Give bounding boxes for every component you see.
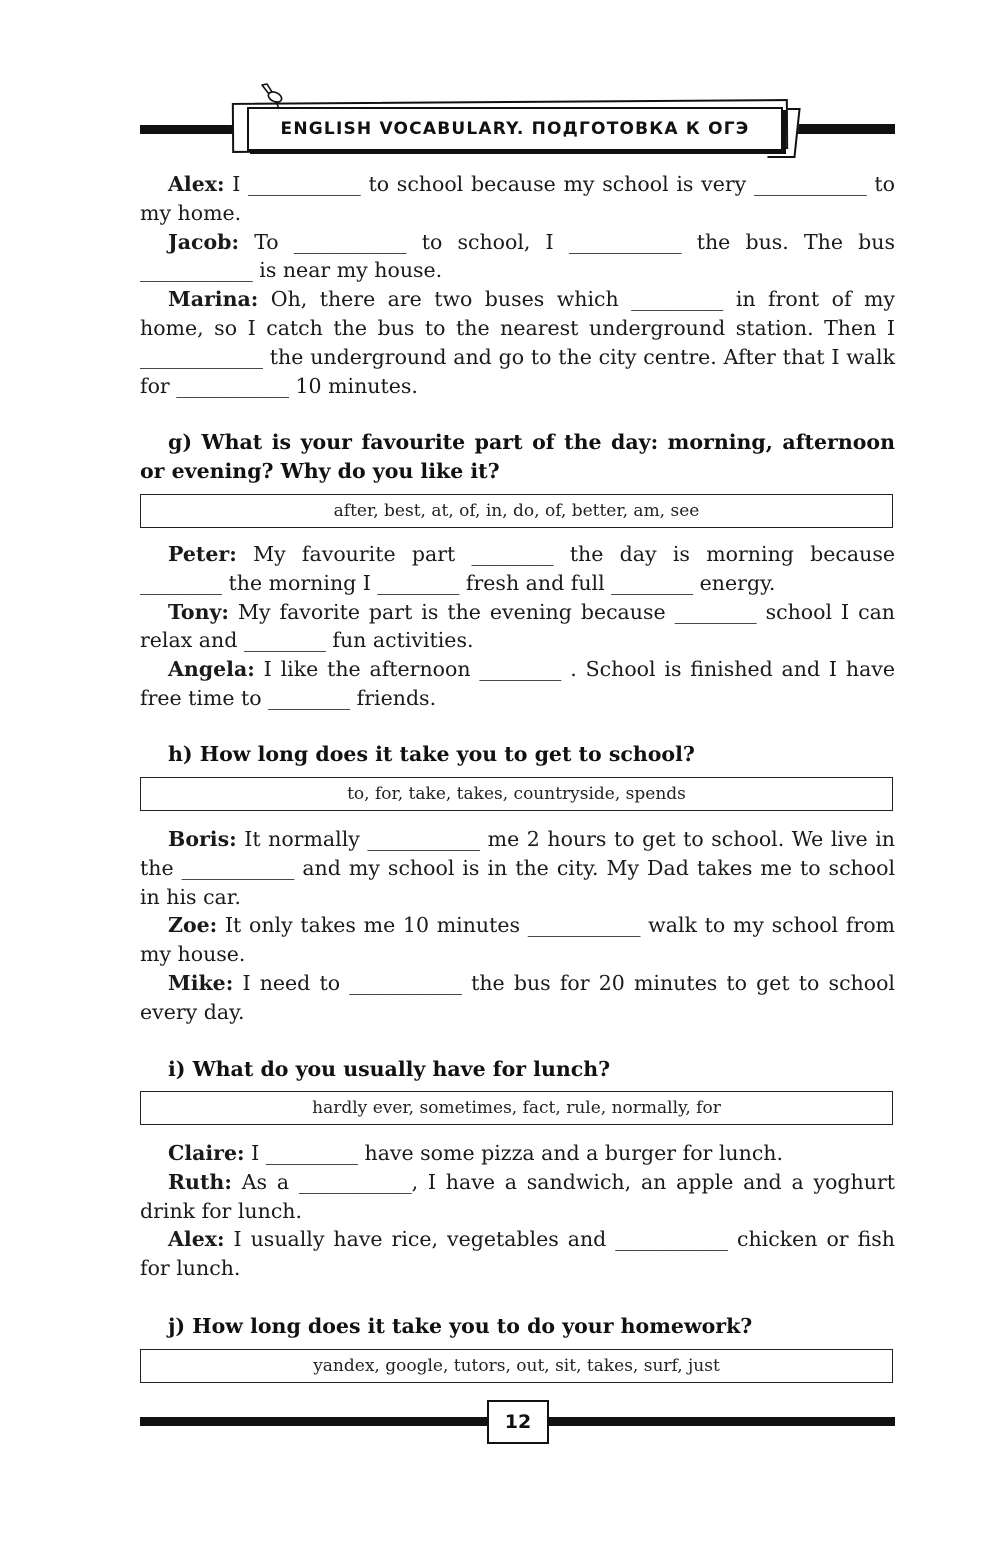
speaker-name: Alex: <box>168 1227 225 1252</box>
line-text: My favourite part ________ the day is morning because ________ the morning I ________ fresh and full ________ energy. <box>140 542 895 595</box>
speaker-name: Boris: <box>168 827 237 851</box>
line-text: My favorite part is the evening because ________ school I can relax and ________ fun activities. <box>140 599 895 653</box>
speaker-name: Peter: <box>168 542 237 566</box>
speaker-name: Angela: <box>168 657 255 682</box>
dialogue-line <box>140 598 895 656</box>
speaker-name: Ruth: <box>168 1169 232 1194</box>
word-bank-g <box>140 494 893 528</box>
word-bank-j <box>140 1349 893 1383</box>
speaker-name: Marina: <box>168 287 259 312</box>
line-text: I need to ___________ the bus for 20 minutes to get to school every day. <box>140 970 895 1024</box>
word-bank-h <box>140 777 893 811</box>
speaker-name: Zoe: <box>168 913 218 938</box>
header-rule-left <box>140 125 235 134</box>
line-text: It only takes me 10 minutes ___________ walk to my school from my house. <box>140 913 895 967</box>
dialogue-line <box>140 1139 895 1168</box>
line-text: As a ___________, I have a sandwich, an apple and a yoghurt drink for lunch. <box>140 1169 895 1223</box>
question-h: h) How long does it take you to get to school? <box>168 742 695 766</box>
footer-rule-left <box>140 1417 488 1426</box>
line-text: Oh, there are two buses which _________ in front of my home, so I catch the bus to the nearest underground station. Then I ____________ the underground and go to the city centre. After that I walk for ___________ 10 minutes. <box>140 287 895 398</box>
speaker-name: Alex: <box>168 172 225 196</box>
speaker-name: Tony: <box>168 599 229 624</box>
line-text: To ___________ to school, I ___________ the bus. The bus ___________ is near my house. <box>140 229 895 283</box>
word-bank-text: after, best, at, of, in, do, of, better, am, see <box>333 501 700 521</box>
dialogue-line <box>140 825 895 911</box>
running-header-title: ENGLISH VOCABULARY. ПОДГОТОВКА К ОГЭ <box>280 119 750 139</box>
section-f-dialogue <box>140 170 895 400</box>
word-bank-text: yandex, google, tutors, out, sit, takes, surf, just <box>313 1356 720 1376</box>
question-g: g) What is your favourite part of the day: morning, afternoon or evening? Why do you like it? <box>140 430 895 483</box>
footer-rule-right <box>549 1417 895 1426</box>
dialogue-line <box>140 655 895 713</box>
question-i: i) What do you usually have for lunch? <box>168 1057 611 1081</box>
line-text: I ___________ to school because my school is very ___________ to my home. <box>140 172 895 225</box>
dialogue-line <box>140 911 895 969</box>
word-bank-i <box>140 1091 893 1125</box>
dialogue-line <box>140 228 895 286</box>
page-number-text: 12 <box>504 1411 532 1433</box>
speaker-name: Claire: <box>168 1141 245 1165</box>
word-bank-text: hardly ever, sometimes, fact, rule, normally, for <box>312 1098 721 1118</box>
line-text: It normally ___________ me 2 hours to get to school. We live in the ___________ and my school is in the city. My Dad takes me to school in his car. <box>140 827 895 909</box>
section-g-dialogue <box>140 540 895 713</box>
line-text: I usually have rice, vegetables and ___________ chicken or fish for lunch. <box>140 1227 895 1281</box>
speaker-name: Mike: <box>168 970 234 995</box>
dialogue-line <box>140 540 895 598</box>
pushpin-icon <box>258 82 288 112</box>
dialogue-line <box>140 170 895 228</box>
dialogue-line <box>140 285 895 400</box>
header-banner <box>247 107 783 151</box>
word-bank-text: to, for, take, takes, countryside, spends <box>347 784 686 804</box>
dialogue-line <box>140 969 895 1027</box>
header-rule-right <box>798 124 895 134</box>
line-text: I like the afternoon ________ . School is finished and I have free time to ________ friends. <box>140 657 895 710</box>
page-number <box>487 1400 549 1444</box>
speaker-name: Jacob: <box>168 229 240 254</box>
section-h-dialogue <box>140 825 895 1027</box>
question-j: j) How long does it take you to do your homework? <box>168 1314 753 1338</box>
line-text: I _________ have some pizza and a burger for lunch. <box>244 1141 784 1165</box>
dialogue-line <box>140 1168 895 1226</box>
dialogue-line <box>140 1225 895 1283</box>
section-i-dialogue <box>140 1139 895 1283</box>
